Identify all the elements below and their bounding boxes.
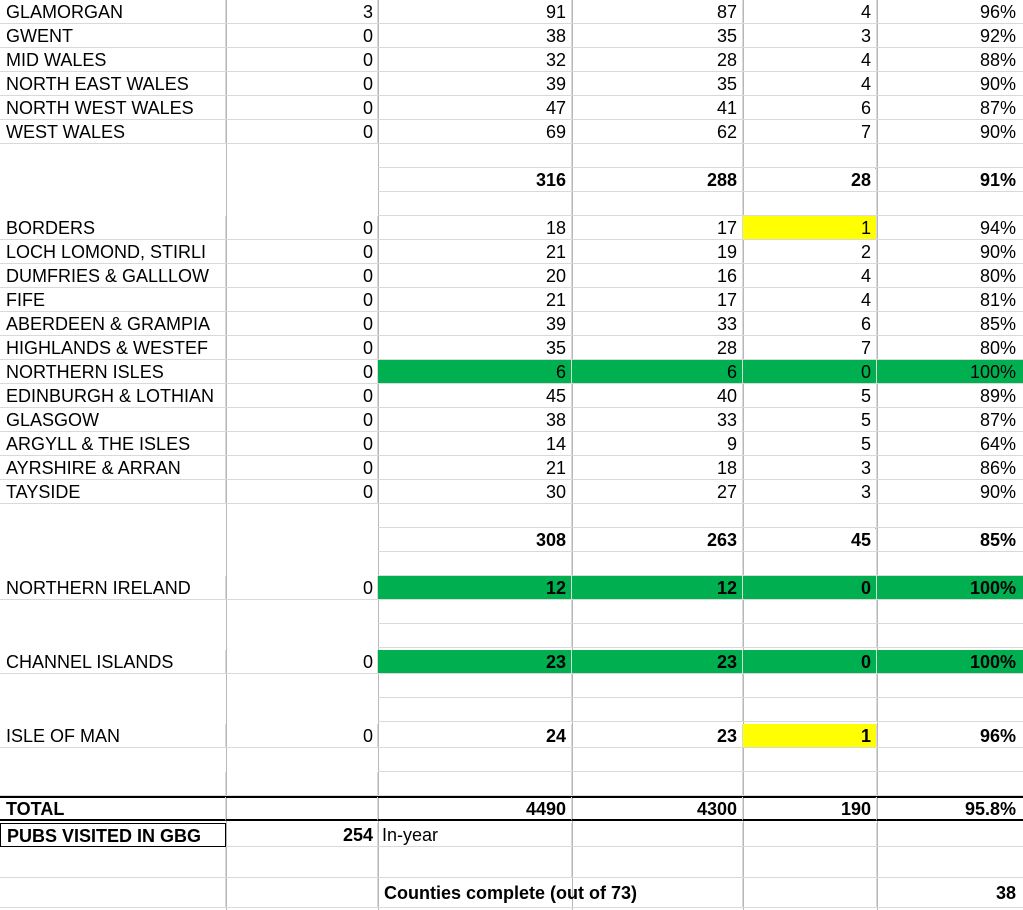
visited-cell[interactable]: 17 <box>572 288 743 312</box>
visited-cell[interactable]: 19 <box>572 240 743 264</box>
total-pubs-cell[interactable]: 69 <box>378 120 572 144</box>
percent-cell[interactable]: 87% <box>877 96 1023 120</box>
total-pubs-cell[interactable]: 18 <box>378 216 572 240</box>
county-name-cell[interactable]: GLASGOW <box>0 408 226 432</box>
empty-cell[interactable] <box>743 823 877 847</box>
empty-cell[interactable] <box>572 674 743 698</box>
pubs-visited-note[interactable]: In-year <box>378 823 572 847</box>
county-name-cell[interactable]: NORTHERN ISLES <box>0 360 226 384</box>
county-name-cell[interactable]: GLAMORGAN <box>0 0 226 24</box>
remaining-cell[interactable]: 3 <box>743 24 877 48</box>
remaining-cell[interactable]: 4 <box>743 48 877 72</box>
visited-cell[interactable]: 28 <box>572 48 743 72</box>
visited-cell[interactable]: 33 <box>572 408 743 432</box>
empty-cell[interactable] <box>226 847 378 878</box>
empty-cell[interactable] <box>572 600 743 624</box>
region-name-cell[interactable]: ISLE OF MAN <box>0 724 226 748</box>
empty-cell[interactable] <box>877 600 1023 624</box>
value-cell[interactable]: 0 <box>226 96 378 120</box>
empty-cell[interactable] <box>572 847 743 878</box>
total-pubs-cell[interactable]: 38 <box>378 408 572 432</box>
empty-cell[interactable] <box>743 674 877 698</box>
remaining-cell[interactable]: 4 <box>743 264 877 288</box>
remaining-cell[interactable]: 4 <box>743 288 877 312</box>
total-pubs-cell[interactable]: 14 <box>378 432 572 456</box>
county-name-cell[interactable]: MID WALES <box>0 48 226 72</box>
percent-cell[interactable]: 81% <box>877 288 1023 312</box>
percent-cell[interactable]: 86% <box>877 456 1023 480</box>
table-row <box>0 408 1023 432</box>
pubs-visited-row <box>0 823 1023 847</box>
percent-cell[interactable]: 90% <box>877 120 1023 144</box>
total-pubs-cell[interactable]: 39 <box>378 312 572 336</box>
remaining-cell[interactable]: 5 <box>743 432 877 456</box>
value-cell[interactable]: 0 <box>226 120 378 144</box>
empty-cell[interactable] <box>877 552 1023 576</box>
region-row-channel-islands <box>0 650 1023 674</box>
remaining-cell[interactable]: 5 <box>743 408 877 432</box>
table-row <box>0 120 1023 144</box>
value-cell[interactable]: 3 <box>226 0 378 24</box>
empty-cell[interactable] <box>378 552 572 576</box>
pubs-visited-label[interactable]: PUBS VISITED IN GBG <box>0 823 226 847</box>
empty-cell[interactable] <box>743 878 877 908</box>
total-pubs-cell[interactable]: 21 <box>378 240 572 264</box>
county-name-cell[interactable]: HIGHLANDS & WESTEF <box>0 336 226 360</box>
visited-cell[interactable]: 35 <box>572 24 743 48</box>
grand-total-remaining-value: 190 <box>840 799 871 819</box>
counties-complete-label[interactable]: Counties complete (out of 73) <box>378 878 743 908</box>
total-pubs-cell[interactable]: 12 <box>378 576 572 600</box>
visited-cell[interactable]: 16 <box>572 264 743 288</box>
total-pubs-cell[interactable]: 38 <box>378 24 572 48</box>
empty-cell[interactable] <box>226 772 378 796</box>
empty-cell[interactable] <box>378 674 572 698</box>
blank-row <box>0 698 1023 722</box>
county-name-cell[interactable]: TAYSIDE <box>0 480 226 504</box>
region-name-cell[interactable]: CHANNEL ISLANDS <box>0 650 226 674</box>
empty-cell[interactable] <box>572 624 743 648</box>
value-cell[interactable]: 0 <box>226 240 378 264</box>
empty-cell[interactable] <box>572 823 743 847</box>
total-pubs-cell[interactable]: 21 <box>378 288 572 312</box>
grand-total-pubs-cell[interactable]: 4490 <box>378 797 572 821</box>
table-row <box>0 432 1023 456</box>
percent-cell[interactable]: 87% <box>877 408 1023 432</box>
empty-cell[interactable] <box>877 772 1023 796</box>
visited-cell[interactable]: 6 <box>572 360 743 384</box>
table-row <box>0 24 1023 48</box>
table-row <box>0 240 1023 264</box>
subtotal-visited-cell[interactable]: 288 <box>572 168 743 192</box>
percent-cell[interactable]: 88% <box>877 48 1023 72</box>
county-name-cell[interactable]: DUMFRIES & GALLLOW <box>0 264 226 288</box>
empty-cell[interactable] <box>0 772 226 796</box>
region-name-cell[interactable]: NORTHERN IRELAND <box>0 576 226 600</box>
empty-cell[interactable] <box>877 847 1023 878</box>
percent-cell[interactable]: 89% <box>877 384 1023 408</box>
table-row-complete <box>0 360 1023 384</box>
table-row <box>0 336 1023 360</box>
value-cell[interactable]: 0 <box>226 48 378 72</box>
table-row <box>0 0 1023 24</box>
value-cell[interactable]: 0 <box>226 650 378 674</box>
remaining-cell-highlighted[interactable]: 1 <box>743 724 877 748</box>
total-pubs-cell[interactable]: 30 <box>378 480 572 504</box>
county-name-cell[interactable]: WEST WALES <box>0 120 226 144</box>
empty-cell[interactable] <box>743 504 877 528</box>
visited-cell[interactable]: 41 <box>572 96 743 120</box>
total-pubs-cell[interactable]: 39 <box>378 72 572 96</box>
empty-cell[interactable] <box>378 600 572 624</box>
visited-cell[interactable]: 28 <box>572 336 743 360</box>
grand-total-row <box>0 797 1023 821</box>
visited-cell[interactable]: 17 <box>572 216 743 240</box>
total-pubs-cell[interactable]: 6 <box>378 360 572 384</box>
value-cell[interactable]: 0 <box>226 336 378 360</box>
remaining-cell[interactable]: 6 <box>743 312 877 336</box>
visited-cell[interactable]: 23 <box>572 724 743 748</box>
empty-cell[interactable] <box>572 552 743 576</box>
empty-cell[interactable] <box>743 192 877 216</box>
blank-row <box>0 552 1023 576</box>
percent-cell[interactable]: 96% <box>877 724 1023 748</box>
empty-cell[interactable] <box>378 772 572 796</box>
percent-cell[interactable]: 92% <box>877 24 1023 48</box>
empty-cell[interactable] <box>743 847 877 878</box>
empty-cell[interactable] <box>0 847 226 878</box>
empty-cell[interactable] <box>877 823 1023 847</box>
total-pubs-cell[interactable]: 23 <box>378 650 572 674</box>
blank-row <box>0 624 1023 648</box>
percent-cell[interactable]: 90% <box>877 240 1023 264</box>
total-pubs-cell[interactable]: 35 <box>378 336 572 360</box>
value-cell[interactable]: 0 <box>226 360 378 384</box>
pubs-visited-value[interactable]: 254 <box>226 823 378 847</box>
grand-total-percent-cell[interactable]: 95.8% <box>877 797 1023 821</box>
blank-row <box>0 144 1023 168</box>
visited-cell[interactable]: 35 <box>572 72 743 96</box>
county-name-cell[interactable]: ARGYLL & THE ISLES <box>0 432 226 456</box>
grand-total-remaining-cell[interactable] <box>743 797 877 821</box>
empty-cell[interactable] <box>378 698 572 722</box>
empty-cell[interactable] <box>572 698 743 722</box>
empty-cell[interactable] <box>743 698 877 722</box>
total-pubs-cell[interactable]: 24 <box>378 724 572 748</box>
empty-cell[interactable] <box>877 624 1023 648</box>
percent-cell[interactable]: 90% <box>877 72 1023 96</box>
empty-cell[interactable] <box>226 797 378 821</box>
value-cell[interactable]: 0 <box>226 288 378 312</box>
subtotal-row-wales <box>0 168 1023 192</box>
subtotal-visited-cell[interactable]: 263 <box>572 528 743 552</box>
county-name-cell[interactable]: FIFE <box>0 288 226 312</box>
table-row <box>0 480 1023 504</box>
empty-cell[interactable] <box>877 192 1023 216</box>
empty-cell[interactable] <box>572 144 743 168</box>
subtotal-row-scotland <box>0 528 1023 552</box>
total-pubs-cell[interactable]: 21 <box>378 456 572 480</box>
subtotal-total-cell[interactable]: 308 <box>378 528 572 552</box>
remaining-cell[interactable]: 2 <box>743 240 877 264</box>
visited-cell[interactable]: 9 <box>572 432 743 456</box>
counties-complete-value[interactable]: 38 <box>877 878 1023 908</box>
remaining-cell[interactable]: 0 <box>743 650 877 674</box>
subtotal-remaining-value: 45 <box>850 530 871 550</box>
value-cell[interactable]: 0 <box>226 264 378 288</box>
table-row <box>0 288 1023 312</box>
subtotal-remaining-cell[interactable] <box>743 528 877 552</box>
county-name-cell[interactable]: AYRSHIRE & ARRAN <box>0 456 226 480</box>
remaining-cell[interactable]: 3 <box>743 456 877 480</box>
empty-cell[interactable] <box>743 144 877 168</box>
empty-cell[interactable] <box>378 624 572 648</box>
empty-cell[interactable] <box>0 878 226 908</box>
total-pubs-cell[interactable]: 91 <box>378 0 572 24</box>
blank-row <box>0 748 1023 772</box>
value-cell[interactable]: 0 <box>226 408 378 432</box>
empty-cell[interactable] <box>877 698 1023 722</box>
empty-cell[interactable] <box>572 504 743 528</box>
remaining-cell[interactable]: 0 <box>743 360 877 384</box>
empty-cell[interactable] <box>378 144 572 168</box>
county-name-cell[interactable]: BORDERS <box>0 216 226 240</box>
subtotal-remaining-value: 28 <box>850 170 871 190</box>
visited-cell[interactable]: 40 <box>572 384 743 408</box>
empty-cell[interactable] <box>743 600 877 624</box>
county-name-cell[interactable]: GWENT <box>0 24 226 48</box>
percent-cell[interactable]: 94% <box>877 216 1023 240</box>
county-name-cell[interactable]: LOCH LOMOND, STIRLI <box>0 240 226 264</box>
remaining-cell[interactable]: 0 <box>743 576 877 600</box>
county-name-cell[interactable]: ABERDEEN & GRAMPIA <box>0 312 226 336</box>
remaining-cell[interactable]: 4 <box>743 0 877 24</box>
empty-cell[interactable] <box>877 504 1023 528</box>
value-cell[interactable]: 0 <box>226 216 378 240</box>
subtotal-percent-cell[interactable]: 91% <box>877 168 1023 192</box>
remaining-cell[interactable]: 7 <box>743 336 877 360</box>
percent-cell[interactable]: 64% <box>877 432 1023 456</box>
visited-cell[interactable]: 62 <box>572 120 743 144</box>
remaining-cell[interactable]: 7 <box>743 120 877 144</box>
empty-cell[interactable] <box>877 144 1023 168</box>
empty-cell[interactable] <box>877 748 1023 772</box>
percent-cell[interactable]: 80% <box>877 336 1023 360</box>
value-cell[interactable]: 0 <box>226 576 378 600</box>
empty-cell[interactable] <box>378 192 572 216</box>
percent-cell[interactable]: 100% <box>877 576 1023 600</box>
subtotal-percent-cell[interactable]: 85% <box>877 528 1023 552</box>
value-cell[interactable]: 0 <box>226 312 378 336</box>
percent-cell[interactable]: 96% <box>877 0 1023 24</box>
empty-cell[interactable] <box>877 674 1023 698</box>
empty-cell[interactable] <box>743 552 877 576</box>
total-pubs-cell[interactable]: 45 <box>378 384 572 408</box>
blank-row <box>0 674 1023 698</box>
counties-complete-row <box>0 878 1023 908</box>
blank-row <box>0 600 1023 624</box>
blank-row <box>0 847 1023 878</box>
subtotal-total-cell[interactable]: 316 <box>378 168 572 192</box>
total-pubs-cell[interactable]: 32 <box>378 48 572 72</box>
table-row <box>0 264 1023 288</box>
percent-cell[interactable]: 90% <box>877 480 1023 504</box>
empty-cell[interactable] <box>743 748 877 772</box>
percent-cell[interactable]: 100% <box>877 360 1023 384</box>
value-cell[interactable]: 0 <box>226 432 378 456</box>
total-label[interactable]: TOTAL <box>0 797 226 821</box>
value-cell[interactable]: 0 <box>226 724 378 748</box>
table-row <box>0 384 1023 408</box>
remaining-cell-highlighted[interactable]: 1 <box>743 216 877 240</box>
percent-cell[interactable]: 80% <box>877 264 1023 288</box>
blank-row <box>0 504 1023 528</box>
visited-cell[interactable]: 87 <box>572 0 743 24</box>
visited-cell[interactable]: 27 <box>572 480 743 504</box>
region-row-northern-ireland <box>0 576 1023 600</box>
blank-row <box>0 772 1023 796</box>
empty-cell[interactable] <box>572 748 743 772</box>
percent-cell[interactable]: 100% <box>877 650 1023 674</box>
visited-cell[interactable]: 33 <box>572 312 743 336</box>
value-cell[interactable]: 0 <box>226 384 378 408</box>
remaining-cell[interactable]: 4 <box>743 72 877 96</box>
empty-cell[interactable] <box>378 847 572 878</box>
value-cell[interactable]: 0 <box>226 480 378 504</box>
value-cell[interactable]: 0 <box>226 456 378 480</box>
value-cell[interactable]: 0 <box>226 72 378 96</box>
table-row <box>0 72 1023 96</box>
table-row <box>0 216 1023 240</box>
table-row <box>0 456 1023 480</box>
total-pubs-cell[interactable]: 47 <box>378 96 572 120</box>
empty-cell[interactable] <box>226 878 378 908</box>
county-name-cell[interactable]: NORTH EAST WALES <box>0 72 226 96</box>
visited-cell[interactable]: 23 <box>572 650 743 674</box>
empty-cell[interactable] <box>378 504 572 528</box>
empty-cell[interactable] <box>572 772 743 796</box>
empty-cell[interactable] <box>572 192 743 216</box>
county-name-cell[interactable]: NORTH WEST WALES <box>0 96 226 120</box>
percent-cell[interactable]: 85% <box>877 312 1023 336</box>
empty-cell[interactable] <box>743 772 877 796</box>
empty-cell[interactable] <box>378 748 572 772</box>
visited-cell[interactable]: 18 <box>572 456 743 480</box>
remaining-cell[interactable]: 5 <box>743 384 877 408</box>
table-row <box>0 48 1023 72</box>
table-row <box>0 96 1023 120</box>
region-row-isle-of-man <box>0 724 1023 748</box>
county-name-cell[interactable]: EDINBURGH & LOTHIAN <box>0 384 226 408</box>
remaining-cell[interactable]: 3 <box>743 480 877 504</box>
table-row <box>0 312 1023 336</box>
remaining-cell[interactable]: 6 <box>743 96 877 120</box>
total-pubs-cell[interactable]: 20 <box>378 264 572 288</box>
grand-total-visited-cell[interactable]: 4300 <box>572 797 743 821</box>
subtotal-remaining-cell[interactable] <box>743 168 877 192</box>
value-cell[interactable]: 0 <box>226 24 378 48</box>
empty-cell[interactable] <box>743 624 877 648</box>
visited-cell[interactable]: 12 <box>572 576 743 600</box>
blank-row <box>0 192 1023 216</box>
